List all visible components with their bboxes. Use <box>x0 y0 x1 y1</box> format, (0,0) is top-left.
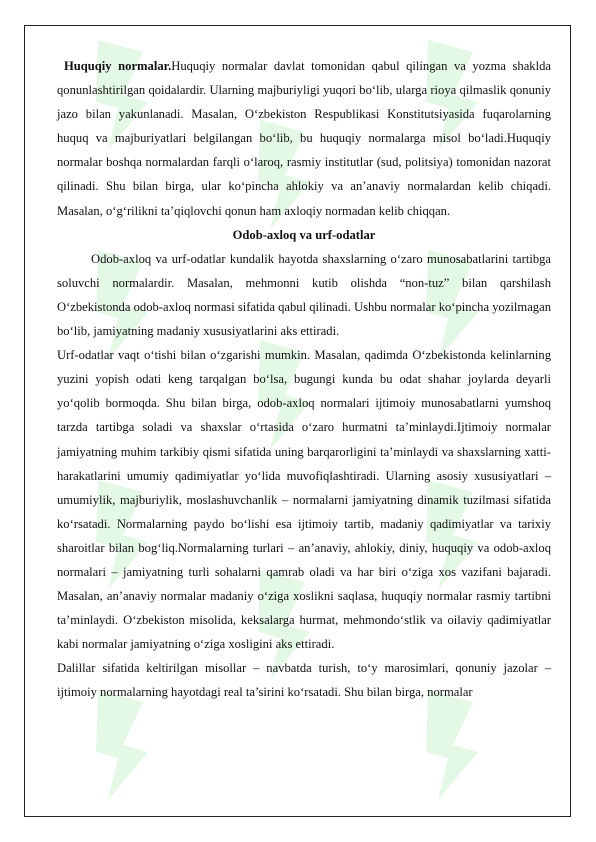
section-heading: Odob-axloq va urf-odatlar <box>232 227 376 242</box>
paragraph-legal-norms <box>57 54 551 223</box>
document-body <box>57 54 551 705</box>
paragraph-evidence: Dalillar sifatida keltirilgan misollar – navbatda turish, to‘y marosimlari, qonuniy jazolar – ijtimoiy normalarning hayotdagi real ta’sirini ko‘rsatadi. Shu bilan birga, normalar <box>57 661 551 700</box>
section-lead-title: Huquqiy normalar. <box>64 59 172 73</box>
paragraph-ethics: Odob-axloq va urf-odatlar kundalik hayotda shaxslarning o‘zaro munosabatlarini tartibga soluvchi normalardir. Masalan, mehmonni kutib olishda “non-tuz” bilan qarshilash O‘zbekistonda odob-axloq normasi sifatida qabul qilinadi. Ushbu normalar ko‘pincha yozilmagan bo‘lib, jamiyatning madaniy xususiyatlarini aks ettiradi. <box>57 251 551 339</box>
paragraph-text: Huquqiy normalar davlat tomonidan qabul qilingan va yozma shaklda qonunlashtirilgan qoidalardir. Ularning majburiyligi yuqori bo‘lib, ularga rioya qilmaslik qonuniy jazo bilan yakunlanadi. Masalan, O‘zbekiston Respublikasi Konstitutsiyasida fuqarolarning huquq va majburiyatlari belgilangan bo‘lib, bu huquqiy normalarga misol bo‘ladi.Huquqiy normalar boshqa normalardan farqli o‘laroq, rasmiy institutlar (sud, politsiya) tomonidan nazorat qilinadi. Shu bilan birga, ular ko‘pincha ahlokiy va an’anaviy normalardan kelib chiqadi. Masalan, o‘g‘rilikni ta’qiqlovchi qonun ham axloqiy normadan kelib chiqqan. <box>57 59 551 218</box>
paragraph-customs: Urf-odatlar vaqt o‘tishi bilan o‘zgarishi mumkin. Masalan, qadimda O‘zbekistonda kelinlarning yuzini yopish odati keng tarqalgan bo‘lsa, bugungi kunda bu odat shahar joylarda deyarli yo‘qolib bormoqda. Shu bilan birga, odob-axloq normalari ijtimoiy munosabatlarni yumshoq tarzda tartibga soladi va shaxslar o‘rtasida o‘zaro hurmatni ta’minlaydi.Ijtimoiy normalar jamiyatning muhim tarkibiy qismi sifatida uning barqarorligini ta’minlaydi va shaxslarning xatti-harakatlarini umumiy qadimiyatlar yo‘lida muvofiqlashtiradi. Ularning asosiy xususiyatlari – umumiylik, majburiylik, moslashuvchanlik – normalarni jamiyatning dinamik tuzilmasi sifatida ko‘rsatadi. Normalarning paydo bo‘lishi esa ijtimoiy tartib, madaniy qadimiyatlar va tarixiy sharoitlar bilan bog‘liq.Normalarning turlari – an’anaviy, ahlokiy, diniy, huquqiy va odob-axloq normalari – jamiyatning turli sohalarni qamrab oladi va har biri o‘ziga xos vazifani bajaradi. Masalan, an’anaviy normalar madaniy o‘ziga xoslikni saqlasa, huquqiy normalar rasmiy tartibni ta’minlaydi. O‘zbekiston misolida, keksalarga hurmat, mehmondo‘stlik va oilaviy qadimiyatlar kabi normalar jamiyatning o‘ziga xosligini aks ettiradi. <box>57 348 551 652</box>
